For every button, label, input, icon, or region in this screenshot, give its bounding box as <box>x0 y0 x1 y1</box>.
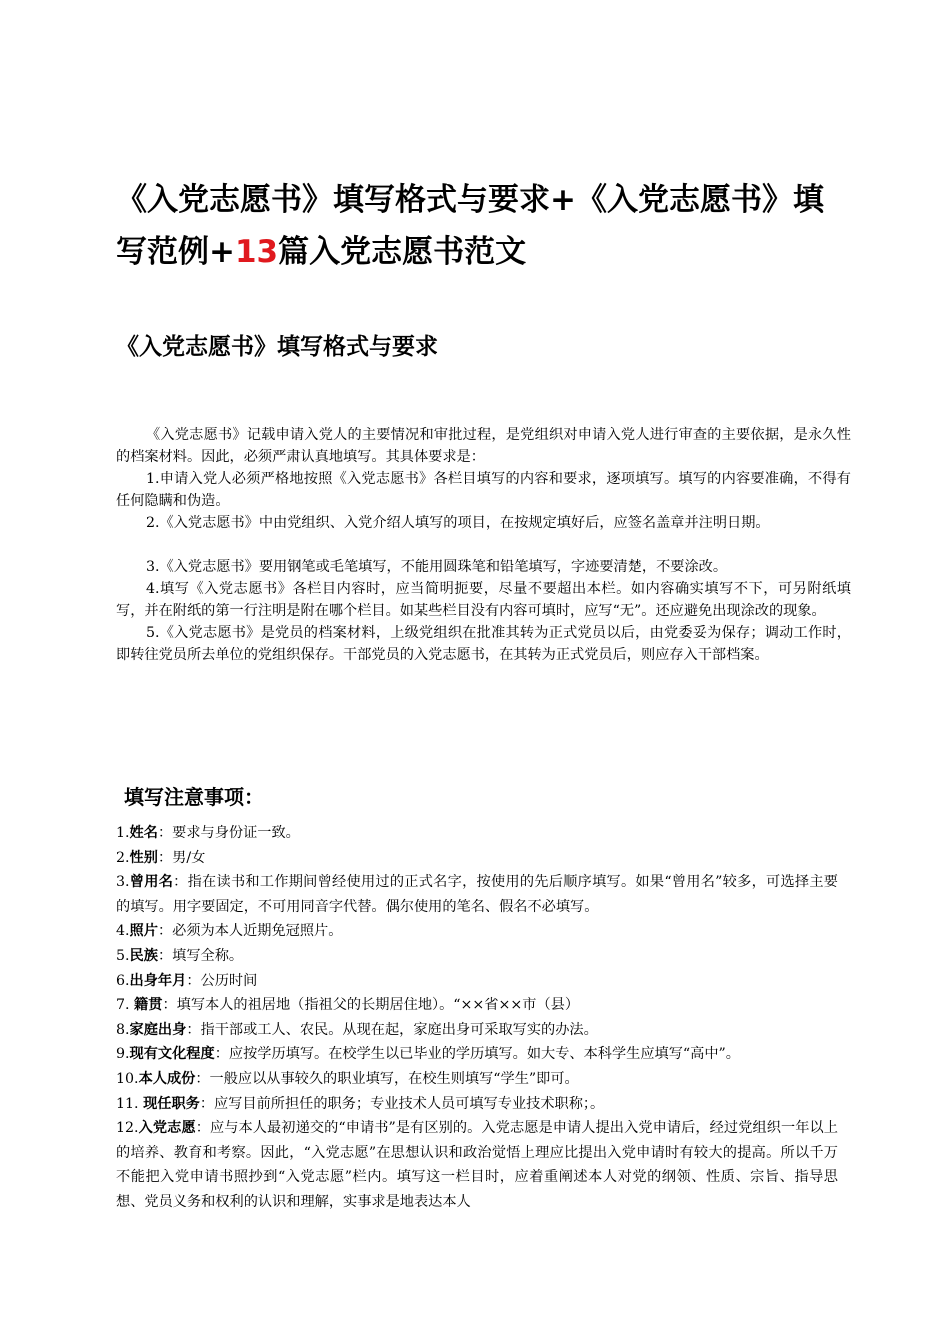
title-text-part2: 篇入党志愿书范文 <box>278 234 527 270</box>
section-title: 《入党志愿书》填写格式与要求 <box>116 334 438 360</box>
note-item-gender <box>116 846 838 871</box>
note-term: 本人成份 <box>138 1070 196 1087</box>
note-number: 6. <box>116 972 130 989</box>
note-text: ：应写目前所担任的职务；专业技术人员可填写专业技术职称；。 <box>199 1095 605 1112</box>
document-title <box>116 174 846 278</box>
note-term: 曾用名 <box>129 874 174 891</box>
note-item-current-position <box>116 1092 838 1117</box>
note-number: 11. <box>116 1095 144 1112</box>
requirement-4: 4.填写《入党志愿书》各栏目内容时，应当简明扼要，尽量不要超出本栏。如内容确实填写不下，可另附纸填写，并在附纸的第一行注明是附在哪个栏目。如某些栏目没有内容可填时，应写“无”。还应避免出现涂改的现象。 <box>116 581 851 619</box>
note-text: ：男/女 <box>157 849 206 866</box>
title-count-number: 13 <box>234 234 279 270</box>
note-item-ethnicity <box>116 944 838 969</box>
note-text: ：应与本人最初递交的“申请书”是有区别的。入党志愿是申请人提出入党申请后，经过党组织一年以上的培养、教育和考察。因此，“入党志愿”在思想认识和政治觉悟上理应比提出入党申请时有较大的提高。所以千万不能把入党申请书照抄到“入党志愿”栏内。填写这一栏目时，应着重阐述本人对党的纲领、性质、宗旨、指导思想、党员义务和权利的认识和理解，实事求是地表达本人 <box>116 1120 838 1210</box>
note-item-former-name <box>116 870 838 919</box>
title-text-part1: 《入党志愿书》填写格式与要求+《入党志愿书》填写范例+ <box>116 182 824 270</box>
intro-section <box>116 424 851 666</box>
note-item-name <box>116 821 838 846</box>
requirement-2: 2.《入党志愿书》中由党组织、入党介绍人填写的项目，在按规定填好后，应签名盖章并注明日期。 <box>146 515 770 531</box>
note-number: 7. <box>116 997 135 1014</box>
note-number: 4. <box>116 923 130 940</box>
note-term: 现任职务 <box>143 1095 200 1112</box>
intro-paragraph: 《入党志愿书》记载申请入党人的主要情况和审批过程，是党组织对申请入党人进行审查的主要依据，是永久性的档案材料。因此，必须严肃认真地填写。其具体要求是： <box>116 427 851 465</box>
note-item-native-place <box>116 993 838 1018</box>
note-text: ：填写本人的祖居地（指祖父的长期居住地）。“××省××市（县） <box>162 997 580 1014</box>
note-text: ：公历时间 <box>186 972 258 989</box>
note-term: 姓名 <box>129 825 158 841</box>
note-text: ：要求与身份证一致。 <box>157 825 300 841</box>
note-term: 家庭出身 <box>129 1021 187 1038</box>
note-item-family-origin <box>116 1018 838 1043</box>
requirement-5: 5.《入党志愿书》是党员的档案材料，上级党组织在批准其转为正式党员以后，由党委妥为保存；调动工作时，即转往党员所去单位的党组织保存。干部党员的入党志愿书，在其转为正式党员后，则应存入干部档案。 <box>116 625 851 663</box>
requirement-1: 1.申请入党人必须严格地按照《入党志愿书》各栏目填写的内容和要求，逐项填写。填写的内容要准确，不得有任何隐瞒和伪造。 <box>116 471 851 509</box>
note-term: 照片 <box>129 923 158 940</box>
note-number: 3. <box>116 874 130 891</box>
note-term: 性别 <box>129 849 158 866</box>
note-text: ：应按学历填写。在校学生以已毕业的学历填写。如大专、本科学生应填写“高中”。 <box>214 1046 740 1063</box>
note-term: 出身年月 <box>129 972 187 989</box>
note-number: 1. <box>116 825 130 841</box>
note-text: ：指在读书和工作期间曾经使用过的正式名字，按使用的先后顺序填写。如果“曾用名”较多，可选择主要的填写。用字要固定，不可用同音字代替。偶尔使用的笔名、假名不必填写。 <box>116 874 838 915</box>
notes-heading: 填写注意事项： <box>124 785 264 809</box>
note-term: 籍贯 <box>134 997 163 1014</box>
note-term: 民族 <box>129 947 158 964</box>
note-number: 5. <box>116 947 130 964</box>
note-number: 12. <box>116 1120 139 1137</box>
note-text: ：必须为本人近期免冠照片。 <box>157 923 343 940</box>
note-item-party-aspiration <box>116 1116 838 1214</box>
note-item-photo <box>116 919 838 944</box>
note-text: ：指干部或工人、农民。从现在起，家庭出身可采取写实的办法。 <box>186 1021 598 1038</box>
note-term: 入党志愿 <box>138 1120 196 1137</box>
note-number: 9. <box>116 1046 130 1063</box>
note-item-personal-status <box>116 1067 838 1092</box>
note-term: 现有文化程度 <box>129 1046 215 1063</box>
requirement-3: 3.《入党志愿书》要用钢笔或毛笔填写，不能用圆珠笔和铅笔填写，字迹要清楚，不要涂改。 <box>146 559 728 575</box>
note-item-birth-date <box>116 969 838 994</box>
note-number: 8. <box>116 1021 130 1038</box>
note-item-education <box>116 1042 838 1067</box>
note-text: ：一般应以从事较久的职业填写，在校生则填写“学生”即可。 <box>195 1070 579 1087</box>
note-number: 10. <box>116 1070 139 1087</box>
note-number: 2. <box>116 849 130 866</box>
note-text: ：填写全称。 <box>157 947 244 964</box>
notes-list <box>116 821 838 1215</box>
